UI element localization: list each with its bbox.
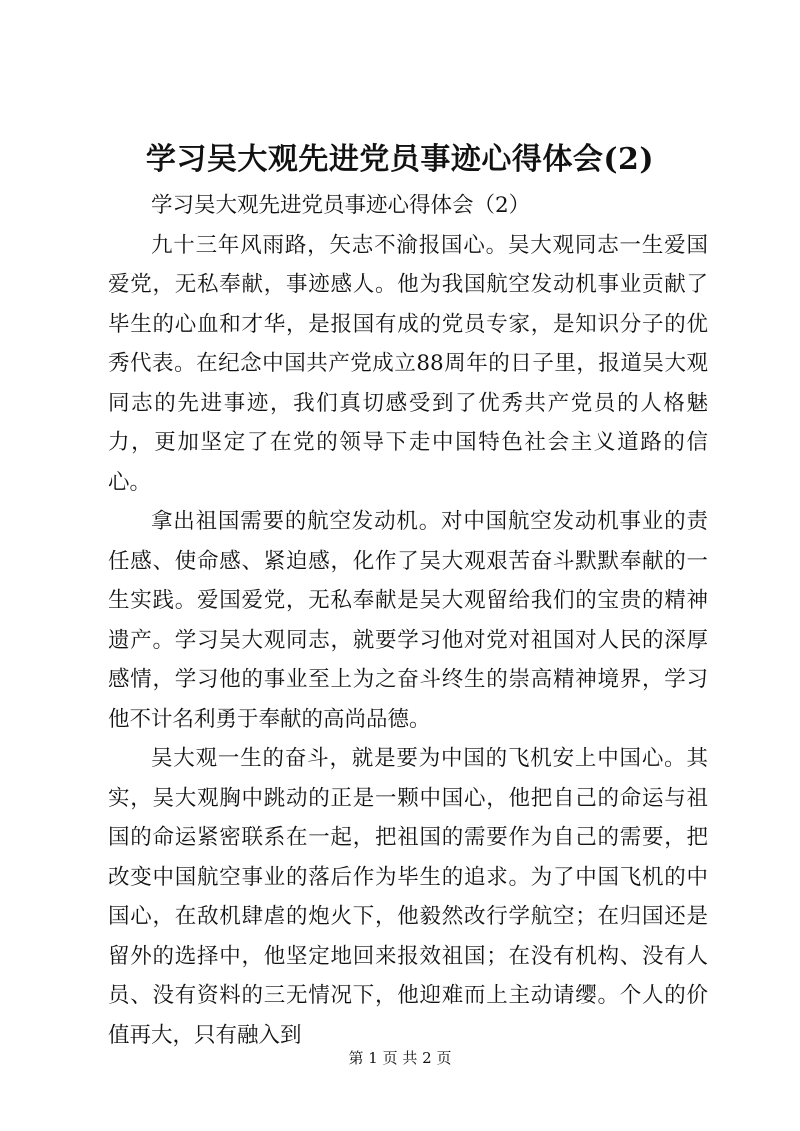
subtitle-paragraph: 学习吴大观先进党员事迹心得体会（2） xyxy=(151,193,531,218)
document-title: 学习吴大观先进党员事迹心得体会(2) xyxy=(145,142,655,177)
body-paragraph: 拿出祖国需要的航空发动机。对中国航空发动机事业的责任感、使命感、紧迫感，化作了吴大观艰苦奋斗默默奉献的一生实践。爱国爱党，无私奉献是吴大观留给我们的宝贵的精神遗产。学习吴大观同志，就要学习他对党对祖国对人民的深厚感情，学习他的事业至上为之奋斗终生的崇高精神境界，学习他不计名利勇于奉献的高尚品德。 xyxy=(108,509,708,732)
body-paragraph: 吴大观一生的奋斗，就是要为中国的飞机安上中国心。其实，吴大观胸中跳动的正是一颗中国心，他把自己的命运与祖国的命运紧密联系在一起，把祖国的需要作为自己的需要，把改变中国航空事业的落后作为毕生的追求。为了中国飞机的中国心，在敌机肆虐的炮火下，他毅然改行学航空；在归国还是留外的选择中，他坚定地回来报效祖国；在没有机构、没有人员、没有资料的三无情况下，他迎难而上主动请缨。个人的价值再大，只有融入到 xyxy=(108,746,708,1048)
page-footer: 第 1 页 共 2 页 xyxy=(348,1049,452,1067)
document-body xyxy=(108,186,708,1055)
body-paragraph: 九十三年风雨路，矢志不渝报国心。吴大观同志一生爱国爱党，无私奉献，事迹感人。他为我国航空发动机事业贡献了毕生的心血和才华，是报国有成的党员专家，是知识分子的优秀代表。在纪念中国共产党成立88周年的日子里，报道吴大观同志的先进事迹，我们真切感受到了优秀共产党员的人格魅力，更加坚定了在党的领导下走中国特色社会主义道路的信心。 xyxy=(108,232,708,495)
